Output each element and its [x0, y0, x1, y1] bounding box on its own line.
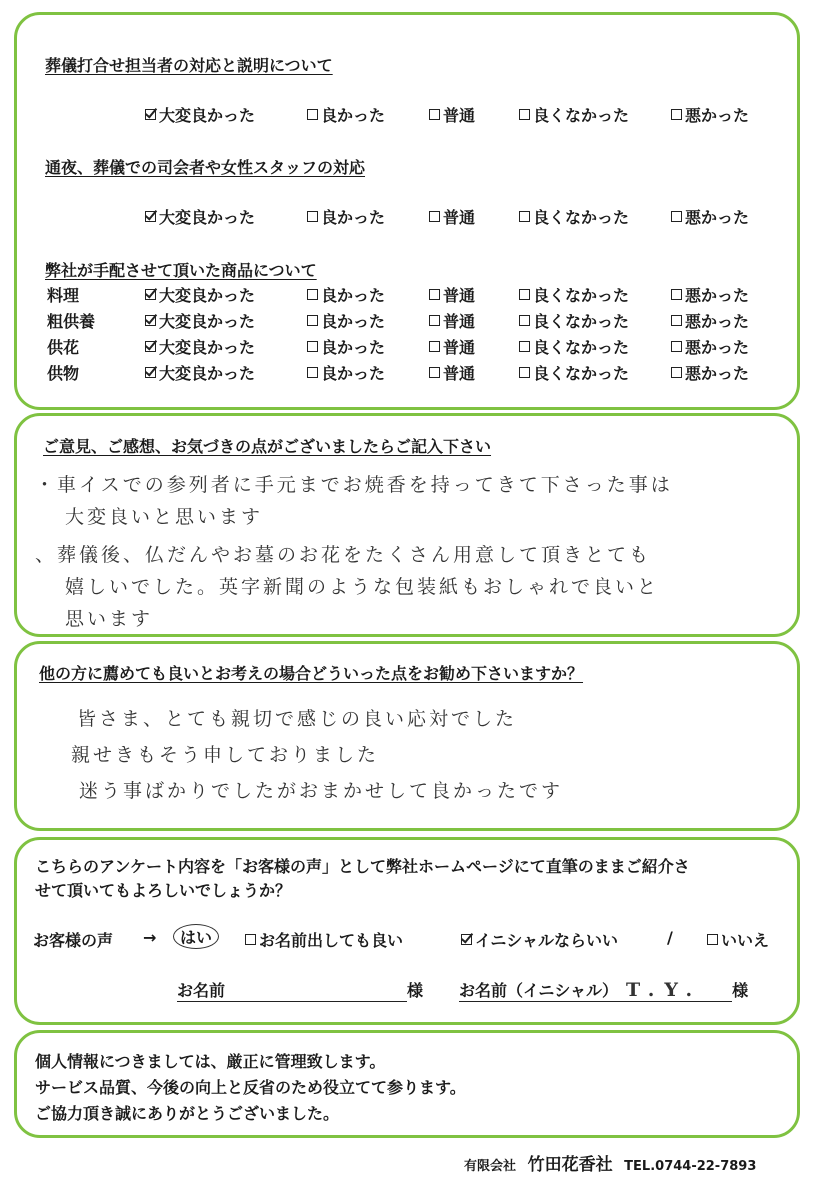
comment-line: 思います [65, 608, 154, 630]
name-label: お名前 [177, 981, 226, 1000]
privacy-line: 個人情報につきましては、厳正に管理致します。 [35, 1052, 386, 1071]
checkbox-icon[interactable] [671, 367, 682, 378]
initial-label: お名前（イニシャル） [459, 981, 619, 1000]
item-label: 粗供養 [47, 312, 96, 331]
voice-label: お客様の声 [33, 931, 114, 950]
q1-opt-good[interactable]: 良かった [307, 103, 385, 126]
checkbox-icon[interactable] [519, 341, 530, 352]
checkbox-icon[interactable] [245, 934, 256, 945]
opt-bad[interactable]: 良くなかった [519, 283, 629, 306]
q1-opt-very-good[interactable]: 大変良かった [145, 103, 255, 126]
item-row-gift [17, 309, 797, 333]
no-option[interactable]: いいえ [707, 928, 769, 951]
opt-normal[interactable]: 普通 [429, 283, 475, 306]
checkbox-icon[interactable] [307, 341, 318, 352]
opt-normal[interactable]: 普通 [429, 309, 475, 332]
checked-checkbox-icon[interactable] [145, 211, 156, 222]
opt-bad[interactable]: 良くなかった [519, 309, 629, 332]
permission-question: こちらのアンケート内容を「お客様の声」として弊社ホームページにて直筆のままご紹介さ [35, 857, 690, 876]
checkbox-icon[interactable] [307, 315, 318, 326]
opt-very-good[interactable]: 大変良かった [145, 361, 255, 384]
checkbox-icon[interactable] [519, 289, 530, 300]
opt-good[interactable]: 良かった [307, 361, 385, 384]
checkbox-icon[interactable] [671, 109, 682, 120]
footer [464, 1150, 756, 1175]
checkbox-icon[interactable] [707, 934, 718, 945]
item-label: 供花 [47, 338, 80, 357]
opt-very-good[interactable]: 大変良かった [145, 283, 255, 306]
q2-opt-very-good[interactable]: 大変良かった [145, 205, 255, 228]
comment-line: 大変良いと思います [65, 506, 264, 528]
initial-ok-option[interactable]: イニシャルならいい [461, 928, 618, 951]
privacy-section [14, 1030, 800, 1138]
comments-title: ご意見、ご感想、お気づきの点がございましたらご記入下さい [43, 437, 492, 456]
company-tel: TEL.0744-22-7893 [624, 1159, 757, 1174]
opt-good[interactable]: 良かった [307, 283, 385, 306]
recommend-line: 迷う事ばかりでしたがおまかせして良かったです [79, 780, 564, 802]
checkbox-icon[interactable] [519, 315, 530, 326]
sama-suffix: 様 [732, 981, 749, 1000]
checkbox-icon[interactable] [307, 211, 318, 222]
opt-very-bad[interactable]: 悪かった [671, 335, 749, 358]
opt-good[interactable]: 良かった [307, 309, 385, 332]
opt-good[interactable]: 良かった [307, 335, 385, 358]
q1-opt-normal[interactable]: 普通 [429, 103, 475, 126]
checkbox-icon[interactable] [429, 341, 440, 352]
q1-title: 葬儀打合せ担当者の対応と説明について [45, 56, 333, 75]
checkbox-icon[interactable] [671, 315, 682, 326]
comment-line: 嬉しいでした。英字新聞のような包装紙もおしゃれで良いと [65, 576, 660, 598]
privacy-line: サービス品質、今後の向上と反省のため役立てて参ります。 [35, 1078, 466, 1097]
q2-opt-very-bad[interactable]: 悪かった [671, 205, 749, 228]
rating-section [14, 12, 800, 410]
checkbox-icon[interactable] [429, 109, 440, 120]
checked-checkbox-icon[interactable] [461, 934, 472, 945]
comment-line: 、葬儀後、仏だんやお墓のお花をたくさん用意して頂きとても [35, 544, 652, 566]
checkbox-icon[interactable] [671, 341, 682, 352]
q3-title: 弊社が手配させて頂いた商品について [45, 261, 317, 280]
name-field[interactable] [177, 978, 423, 1002]
recommend-title: 他の方に薦めても良いとお考えの場合どういった点をお勧め下さいますか？ [39, 664, 584, 683]
q1-options [17, 103, 797, 127]
opt-very-bad[interactable]: 悪かった [671, 309, 749, 332]
opt-very-bad[interactable]: 悪かった [671, 283, 749, 306]
item-row-offerings [17, 361, 797, 385]
initial-value: T.Y. [626, 979, 703, 1001]
q1-opt-very-bad[interactable]: 悪かった [671, 103, 749, 126]
item-label: 供物 [47, 364, 80, 383]
q2-options [17, 205, 797, 229]
checkbox-icon[interactable] [429, 315, 440, 326]
recommend-line: 皆さま、とても親切で感じの良い応対でした [77, 708, 518, 730]
checkbox-icon[interactable] [429, 211, 440, 222]
recommend-section [14, 641, 800, 831]
checked-checkbox-icon[interactable] [145, 289, 156, 300]
checkbox-icon[interactable] [307, 367, 318, 378]
checkbox-icon[interactable] [429, 367, 440, 378]
thanks-line: ご協力頂き誠にありがとうございました。 [35, 1104, 340, 1123]
checked-checkbox-icon[interactable] [145, 109, 156, 120]
opt-bad[interactable]: 良くなかった [519, 361, 629, 384]
company-type: 有限会社 [464, 1159, 517, 1174]
q2-opt-bad[interactable]: 良くなかった [519, 205, 629, 228]
checkbox-icon[interactable] [307, 109, 318, 120]
checked-checkbox-icon[interactable] [145, 341, 156, 352]
q2-opt-normal[interactable]: 普通 [429, 205, 475, 228]
checkbox-icon[interactable] [519, 211, 530, 222]
opt-bad[interactable]: 良くなかった [519, 335, 629, 358]
separator-slash: / [667, 928, 673, 947]
company-name: 竹田花香社 [527, 1155, 613, 1175]
recommend-line: 親せきもそう申しておりました [71, 744, 380, 766]
checkbox-icon[interactable] [671, 211, 682, 222]
checkbox-icon[interactable] [307, 289, 318, 300]
sama-suffix: 様 [407, 981, 424, 1000]
item-label: 料理 [47, 286, 80, 305]
arrow-right-icon: → [143, 928, 157, 947]
checkbox-icon[interactable] [429, 289, 440, 300]
checked-checkbox-icon[interactable] [145, 367, 156, 378]
permission-section [14, 837, 800, 1025]
yes-option[interactable] [173, 924, 219, 949]
item-row-flowers [17, 335, 797, 359]
checkbox-icon[interactable] [519, 367, 530, 378]
comments-section [14, 413, 800, 637]
q1-opt-bad[interactable]: 良くなかった [519, 103, 629, 126]
item-row-cuisine [17, 283, 797, 307]
name-ok-option[interactable]: お名前出しても良い [245, 928, 403, 951]
permission-question-cont: せて頂いてもよろしいでしょうか？ [35, 881, 292, 900]
initial-field[interactable] [459, 978, 748, 1002]
opt-very-bad[interactable]: 悪かった [671, 361, 749, 384]
yes-circled-label[interactable]: はい [173, 924, 219, 949]
opt-normal[interactable]: 普通 [429, 335, 475, 358]
comment-line: ・車イスでの参列者に手元までお焼香を持ってきて下さった事は [35, 474, 673, 496]
opt-very-good[interactable]: 大変良かった [145, 335, 255, 358]
checkbox-icon[interactable] [519, 109, 530, 120]
opt-normal[interactable]: 普通 [429, 361, 475, 384]
checked-checkbox-icon[interactable] [145, 315, 156, 326]
q2-title: 通夜、葬儀での司会者や女性スタッフの対応 [45, 158, 366, 177]
checkbox-icon[interactable] [671, 289, 682, 300]
opt-very-good[interactable]: 大変良かった [145, 309, 255, 332]
q2-opt-good[interactable]: 良かった [307, 205, 385, 228]
